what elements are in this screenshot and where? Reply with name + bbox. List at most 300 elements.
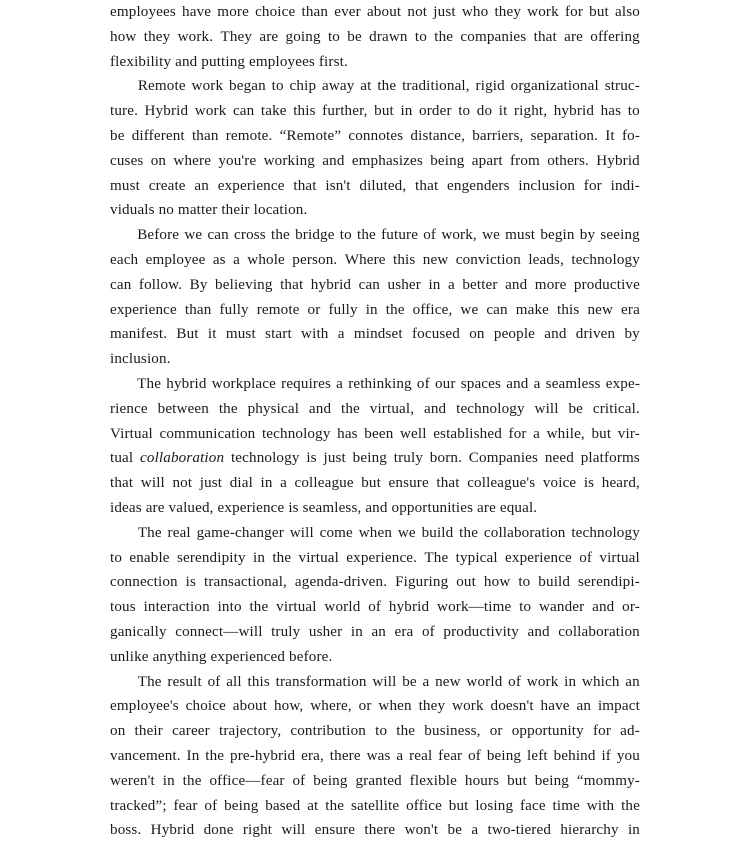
word: It xyxy=(605,127,615,144)
word: of xyxy=(468,747,481,764)
word: born. xyxy=(429,450,462,467)
word: The xyxy=(137,524,162,541)
word: In xyxy=(186,747,200,764)
word: isn't xyxy=(325,177,351,194)
word: emphasizes xyxy=(351,152,423,169)
word: an xyxy=(576,698,592,715)
word: wander xyxy=(538,599,585,616)
text-line xyxy=(110,347,640,372)
word: fully xyxy=(328,301,358,318)
word: barriers, xyxy=(472,127,524,144)
word: world xyxy=(324,599,361,616)
word: future xyxy=(381,227,419,244)
word: truly xyxy=(393,450,424,467)
word: based xyxy=(265,797,301,814)
word: Before xyxy=(137,227,180,244)
text-line xyxy=(110,149,640,174)
word: just xyxy=(199,475,223,492)
text-line xyxy=(110,719,640,744)
word: a xyxy=(447,276,455,293)
first-line-indent xyxy=(110,521,132,546)
word: era xyxy=(621,301,640,318)
word: believing xyxy=(215,276,273,293)
word: from xyxy=(509,152,540,169)
word: but xyxy=(589,4,609,20)
word: they xyxy=(143,28,171,45)
word: result xyxy=(167,673,202,690)
word: began xyxy=(229,78,266,95)
word: drawn xyxy=(369,28,408,45)
word: ensure xyxy=(314,822,356,839)
word: than xyxy=(184,301,212,318)
word: being xyxy=(313,772,348,789)
word: to xyxy=(458,103,471,120)
word: not xyxy=(172,475,193,492)
text-line xyxy=(110,50,640,75)
text-line xyxy=(110,546,640,571)
word: inclusion. xyxy=(110,351,171,368)
word: being xyxy=(430,152,465,169)
word: the xyxy=(396,723,416,740)
word: be xyxy=(347,28,362,45)
word: usher xyxy=(387,276,421,293)
word: there xyxy=(329,747,361,764)
word: spaces xyxy=(460,375,502,392)
word: ideas xyxy=(110,499,142,516)
word: requires xyxy=(281,375,331,392)
word: established xyxy=(433,425,502,442)
word: our xyxy=(434,375,456,392)
word: that xyxy=(415,177,439,194)
word: than xyxy=(301,4,329,20)
word: when xyxy=(378,698,412,715)
word: they xyxy=(418,698,446,715)
word: hybrid xyxy=(553,103,595,120)
word: you xyxy=(616,747,640,764)
word: face xyxy=(519,797,546,814)
word: be xyxy=(447,822,463,839)
word: between xyxy=(157,400,209,417)
word: in xyxy=(162,772,175,789)
word: but xyxy=(507,772,527,789)
word: truly xyxy=(271,623,301,640)
word: virtual xyxy=(298,549,339,566)
text-line xyxy=(110,248,640,273)
word: work xyxy=(452,698,484,715)
word: employee xyxy=(145,251,206,268)
word: begin xyxy=(540,227,575,244)
word: employee's xyxy=(110,698,179,715)
word: the xyxy=(205,747,225,764)
word: do xyxy=(476,103,493,120)
word: be xyxy=(568,400,584,417)
text-line xyxy=(110,769,640,794)
word: Hybrid xyxy=(596,152,640,169)
word: before. xyxy=(289,648,333,665)
word: has xyxy=(600,103,622,120)
word: traditional, xyxy=(402,78,470,95)
word: for xyxy=(564,4,583,20)
text-line xyxy=(110,0,640,25)
word: we xyxy=(460,301,479,318)
word: take xyxy=(260,103,287,120)
word: in xyxy=(252,549,266,566)
word: to xyxy=(414,28,427,45)
word: and xyxy=(527,623,550,640)
word: of xyxy=(423,227,437,244)
word: career xyxy=(172,723,210,740)
word: connect—will xyxy=(175,623,263,640)
word: matter xyxy=(177,202,218,219)
word: remote. xyxy=(225,127,273,144)
word: to xyxy=(271,78,284,95)
text-line xyxy=(110,223,640,248)
paragraph xyxy=(110,223,640,372)
word: hybrid xyxy=(388,599,430,616)
word: must xyxy=(110,177,140,194)
word: we xyxy=(184,227,203,244)
word: But xyxy=(176,326,199,343)
word: the xyxy=(272,549,292,566)
word: virtual xyxy=(599,549,640,566)
word: or- xyxy=(622,599,640,616)
word: while, xyxy=(546,425,585,442)
word: fully xyxy=(219,301,249,318)
word: business, xyxy=(424,723,481,740)
word: “Remote” xyxy=(279,127,342,144)
word: real xyxy=(409,747,433,764)
word: two-tiered xyxy=(487,822,552,839)
first-line-indent xyxy=(110,74,132,99)
word: Remote xyxy=(137,78,186,95)
word: apart xyxy=(471,152,503,169)
first-line-indent xyxy=(110,670,132,695)
word: there xyxy=(364,822,396,839)
word: leads, xyxy=(528,251,565,268)
word: it xyxy=(207,326,217,343)
word: struc- xyxy=(604,78,640,95)
word: who xyxy=(461,4,489,20)
word: they xyxy=(494,4,522,20)
word: done xyxy=(203,822,234,839)
word: on xyxy=(150,152,167,169)
word: usher xyxy=(308,623,343,640)
word: can xyxy=(232,103,255,120)
word: in xyxy=(564,673,577,690)
word: tracked”; xyxy=(110,797,167,814)
word: behind xyxy=(553,747,596,764)
word: but xyxy=(448,797,469,814)
word: and xyxy=(592,599,615,616)
word: contribution xyxy=(290,723,366,740)
word: companies xyxy=(460,28,527,45)
word: fear xyxy=(438,747,463,764)
word: an xyxy=(371,623,386,640)
word: for xyxy=(592,723,612,740)
text-line xyxy=(110,422,640,447)
word: can xyxy=(110,276,132,293)
word: be xyxy=(402,673,417,690)
word: of xyxy=(207,673,221,690)
word: connection xyxy=(110,574,178,591)
word: working xyxy=(263,152,315,169)
word: to xyxy=(110,549,123,566)
word: can xyxy=(207,227,229,244)
word: must xyxy=(225,326,256,343)
word: technology xyxy=(571,251,640,268)
word: the xyxy=(357,227,376,244)
word: are xyxy=(259,28,279,45)
word: opportunity xyxy=(511,723,584,740)
word: we xyxy=(397,524,416,541)
word: equal. xyxy=(499,499,538,516)
word: to xyxy=(339,227,352,244)
word: work xyxy=(191,78,224,95)
word: Hybrid xyxy=(144,103,189,120)
word: but xyxy=(591,425,612,442)
word: putting xyxy=(201,53,246,70)
word: Where xyxy=(344,251,386,268)
word: with xyxy=(586,797,615,814)
text-line xyxy=(110,471,640,496)
word: employees xyxy=(110,4,176,20)
word: at xyxy=(307,797,319,814)
text-line xyxy=(110,298,640,323)
word: “mommy- xyxy=(576,772,640,789)
word: how xyxy=(110,28,137,45)
word: be xyxy=(110,127,125,144)
word: which xyxy=(581,673,620,690)
word: rience xyxy=(110,400,148,417)
word: it xyxy=(498,103,508,120)
word: their xyxy=(221,202,250,219)
word: a xyxy=(396,747,404,764)
word: Companies xyxy=(468,450,539,467)
word: and xyxy=(308,400,332,417)
word: and xyxy=(424,400,447,417)
word: pre-hybrid xyxy=(230,747,296,764)
word: but xyxy=(374,103,394,120)
word: to xyxy=(327,28,340,45)
word: also xyxy=(615,4,640,20)
word: of xyxy=(421,623,435,640)
word: away xyxy=(321,78,355,95)
word: and xyxy=(505,276,528,293)
word: collaboration xyxy=(483,524,566,541)
word: location. xyxy=(253,202,308,219)
word: where xyxy=(173,152,212,169)
word: start xyxy=(265,326,292,343)
first-line-indent xyxy=(110,223,132,248)
word: hybrid xyxy=(310,276,352,293)
text-line xyxy=(110,744,640,769)
word: to xyxy=(518,574,531,591)
word: ensure xyxy=(388,475,429,492)
word: an xyxy=(625,673,640,690)
word: chip xyxy=(289,78,317,95)
word: not xyxy=(407,4,428,20)
word: productivity xyxy=(443,623,519,640)
word: flexible xyxy=(409,772,457,789)
word: of xyxy=(508,673,522,690)
word: on xyxy=(469,326,485,343)
word: work. xyxy=(177,28,214,45)
word: a xyxy=(533,375,541,392)
word: of xyxy=(579,549,593,566)
word: on xyxy=(110,723,126,740)
text-line xyxy=(110,595,640,620)
text-line xyxy=(110,570,640,595)
word: right xyxy=(242,822,273,839)
word: separation. xyxy=(530,127,599,144)
word: come xyxy=(319,524,353,541)
word: transactional, xyxy=(203,574,287,591)
word: others. xyxy=(547,152,589,169)
first-line-indent xyxy=(110,372,132,397)
word: that xyxy=(293,177,317,194)
emphasized-word: collaboration xyxy=(140,450,225,467)
word: you're xyxy=(218,152,257,169)
word: in xyxy=(627,822,640,839)
word: the xyxy=(218,400,238,417)
word: to xyxy=(375,723,388,740)
word: make xyxy=(515,301,550,318)
word: the xyxy=(182,772,202,789)
text-line xyxy=(110,174,640,199)
word: are xyxy=(564,28,584,45)
word: vir- xyxy=(617,425,640,442)
text-line xyxy=(110,273,640,298)
word: enable xyxy=(129,549,170,566)
word: game-changer xyxy=(196,524,284,541)
word: and xyxy=(506,375,529,392)
word: organizational xyxy=(510,78,599,95)
word: The xyxy=(137,673,162,690)
paragraph xyxy=(110,372,640,521)
word: have xyxy=(182,4,212,20)
word: a xyxy=(336,375,344,392)
word: for xyxy=(583,177,602,194)
word: at xyxy=(360,78,372,95)
text-line xyxy=(110,496,640,521)
word: of xyxy=(368,599,382,616)
word: in xyxy=(350,623,363,640)
text-line xyxy=(110,397,640,422)
word: and xyxy=(322,152,345,169)
word: by xyxy=(579,227,596,244)
word: than xyxy=(191,127,219,144)
word: the xyxy=(271,227,290,244)
word: each xyxy=(110,251,139,268)
word: different xyxy=(131,127,185,144)
word: colleague's xyxy=(467,475,536,492)
word: to xyxy=(519,599,532,616)
word: ture. xyxy=(110,103,138,120)
word: mindset xyxy=(353,326,403,343)
word: will xyxy=(140,475,165,492)
text-line xyxy=(110,446,640,471)
word: era, xyxy=(301,747,324,764)
word: will xyxy=(534,400,559,417)
word: platforms xyxy=(580,450,640,467)
word: is xyxy=(583,475,595,492)
word: inclusion xyxy=(518,177,576,194)
word: will xyxy=(289,524,314,541)
word: collaboration xyxy=(558,623,640,640)
word: experience xyxy=(217,499,285,516)
word: engenders xyxy=(447,177,510,194)
word: viduals xyxy=(110,202,155,219)
word: hierarchy xyxy=(560,822,619,839)
word: ad- xyxy=(620,723,640,740)
word: communication xyxy=(159,425,256,442)
word: trajectory, xyxy=(218,723,282,740)
word: tual xyxy=(110,450,134,467)
word: left xyxy=(527,747,548,764)
word: people xyxy=(493,326,536,343)
word: follow. xyxy=(138,276,183,293)
word: a xyxy=(471,822,479,839)
word: by xyxy=(624,326,640,343)
word: this xyxy=(293,103,316,120)
word: serendipi- xyxy=(578,574,640,591)
word: or xyxy=(489,723,503,740)
word: experience xyxy=(505,549,572,566)
word: diluted, xyxy=(359,177,407,194)
word: create xyxy=(148,177,186,194)
word: how xyxy=(483,574,511,591)
word: is xyxy=(185,574,197,591)
word: granted xyxy=(355,772,402,789)
text-line xyxy=(110,645,640,670)
text-column xyxy=(110,0,640,843)
word: typical xyxy=(455,549,498,566)
word: that xyxy=(533,28,557,45)
word: productive xyxy=(573,276,640,293)
word: of xyxy=(292,772,306,789)
word: out xyxy=(456,574,476,591)
word: can xyxy=(358,276,381,293)
word: the xyxy=(459,524,479,541)
word: about xyxy=(232,698,268,715)
word: new xyxy=(422,251,449,268)
word: being xyxy=(224,797,259,814)
word: driven xyxy=(575,326,616,343)
word: choice xyxy=(255,4,296,20)
word: build xyxy=(421,524,454,541)
text-line xyxy=(110,620,640,645)
word: if xyxy=(601,747,611,764)
word: boss. xyxy=(110,822,142,839)
word: office—fear xyxy=(209,772,285,789)
word: as xyxy=(212,251,226,268)
paragraph xyxy=(110,521,640,670)
word: experience xyxy=(217,177,285,194)
word: real xyxy=(167,524,191,541)
word: for xyxy=(508,425,527,442)
word: in xyxy=(365,301,378,318)
word: dial xyxy=(229,475,253,492)
word: distance, xyxy=(410,127,466,144)
word: a xyxy=(422,673,430,690)
word: seeing xyxy=(600,227,640,244)
word: rethinking xyxy=(348,375,412,392)
word: build xyxy=(538,574,571,591)
word: virtual, xyxy=(369,400,415,417)
word: hybrid xyxy=(166,375,207,392)
word: office xyxy=(406,797,442,814)
word: work xyxy=(526,673,559,690)
